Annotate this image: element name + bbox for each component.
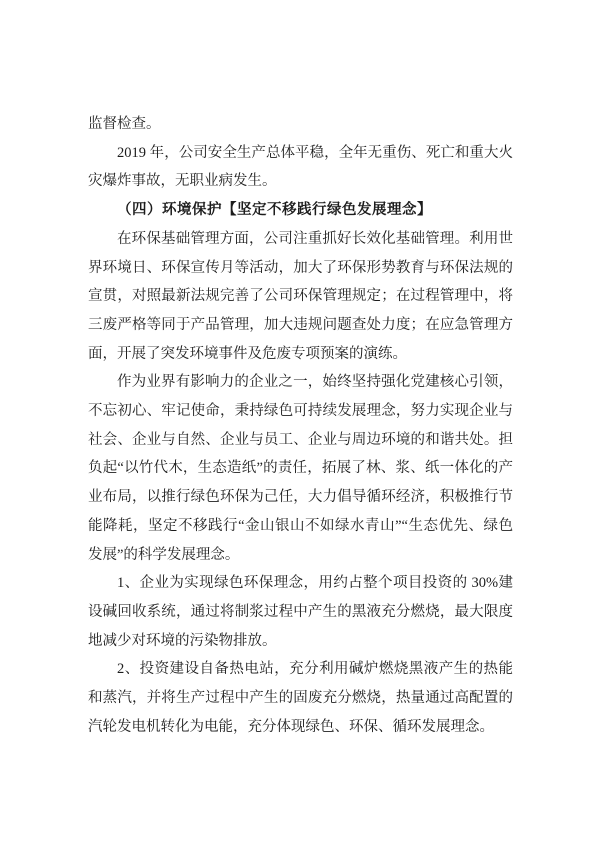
paragraph: 2019 年，公司安全生产总体平稳，全年无重伤、死亡和重大火灾爆炸事故，无职业病发生。 [88,144,513,190]
paragraph: 1、企业为实现绿色环保理念，用约占整个项目投资的 30%建设碱回收系统，通过将制浆过程中产生的黑液充分燃烧，最大限度地减少对环境的污染物排放。 [88,575,513,649]
text-column [88,110,513,741]
paragraph: 作为业界有影响力的企业之一，始终坚持强化党建核心引领，不忘初心、牢记使命，秉持绿色可持续发展理念，努力实现企业与社会、企业与自然、企业与员工、企业与周边环境的和谐共处。担负起“以竹代木，生态造纸”的责任，拓展了林、浆、纸一体化的产业布局，以推行绿色环保为己任，大力倡导循环经济，积极推行节能降耗，坚定不移践行“金山银山不如绿水青山”“生态优先、绿色发展”的科学发展理念。 [88,374,513,563]
paragraph: 2、投资建设自备热电站，充分利用碱炉燃烧黑液产生的热能和蒸汽，并将生产过程中产生的固废充分燃烧，热量通过高配置的汽轮发电机转化为电能，充分体现绿色、环保、循环发展理念。 [88,661,513,735]
section-heading: （四）环境保护【坚定不移践行绿色发展理念】 [117,202,432,219]
paragraph: 监督检查。 [88,116,161,132]
paragraph: 在环保基础管理方面，公司注重抓好长效化基础管理。利用世界环境日、环保宣传月等活动，加大了环保形势教育与环保法规的宣贯，对照最新法规完善了公司环保管理规定；在过程管理中，将三废严格等同于产品管理，加大违规问题查处力度；在应急管理方面，开展了突发环境事件及危废专项预案的演练。 [88,230,513,362]
